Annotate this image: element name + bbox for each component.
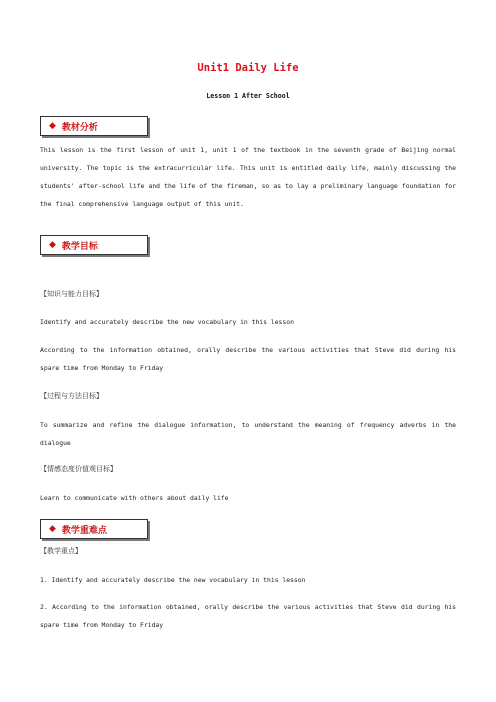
page-title: Unit1 Daily Life [197,62,299,74]
section-header-objectives [40,235,148,255]
emotion-goal-1: Learn to communicate with others about daily life [40,494,229,502]
section-heading: 教学重难点 [61,525,107,536]
emotion-goal-label: 【情感态度价值观目标】 [40,465,117,473]
section-heading: 教材分析 [61,122,98,133]
section-heading: 教学目标 [61,241,98,252]
diamond-icon: ◆ [49,524,56,534]
lesson-subtitle: Lesson 1 After School [206,92,290,100]
key-point-1: 1. Identify and accurately describe the new vocabulary in this lesson [40,576,306,584]
key-point-2: 2. According to the information obtained, orally describe the various activities that Steve did during his spare time from Monday to Friday [40,603,456,629]
analysis-paragraph: This lesson is the first lesson of unit 1, unit 1 of the textbook in the seventh grade of Beijing normal university. The topic is the extracurricular life. This unit is entitled daily life, mainly discussing the students' after-school life and the life of the fireman, so as to lay a preliminary language foundation for the final comprehensive language output of this unit. [40,146,456,208]
section-header-analysis [40,116,148,136]
process-goal-1: To summarize and refine the dialogue information, to understand the meaning of frequency adverbs in the dialogue [40,421,456,447]
knowledge-goal-label: 【知识与能力目标】 [40,290,103,298]
focus-label: 【教学重点】 [40,547,82,555]
knowledge-goal-1: Identify and accurately describe the new vocabulary in this lesson [40,318,294,326]
knowledge-goal-2: According to the information obtained, orally describe the various activities that Steve did during his spare time from Monday to Friday [40,346,456,372]
diamond-icon: ◆ [49,121,56,131]
diamond-icon: ◆ [49,240,56,250]
process-goal-label: 【过程与方法目标】 [40,392,103,400]
section-header-key-points [40,519,148,539]
